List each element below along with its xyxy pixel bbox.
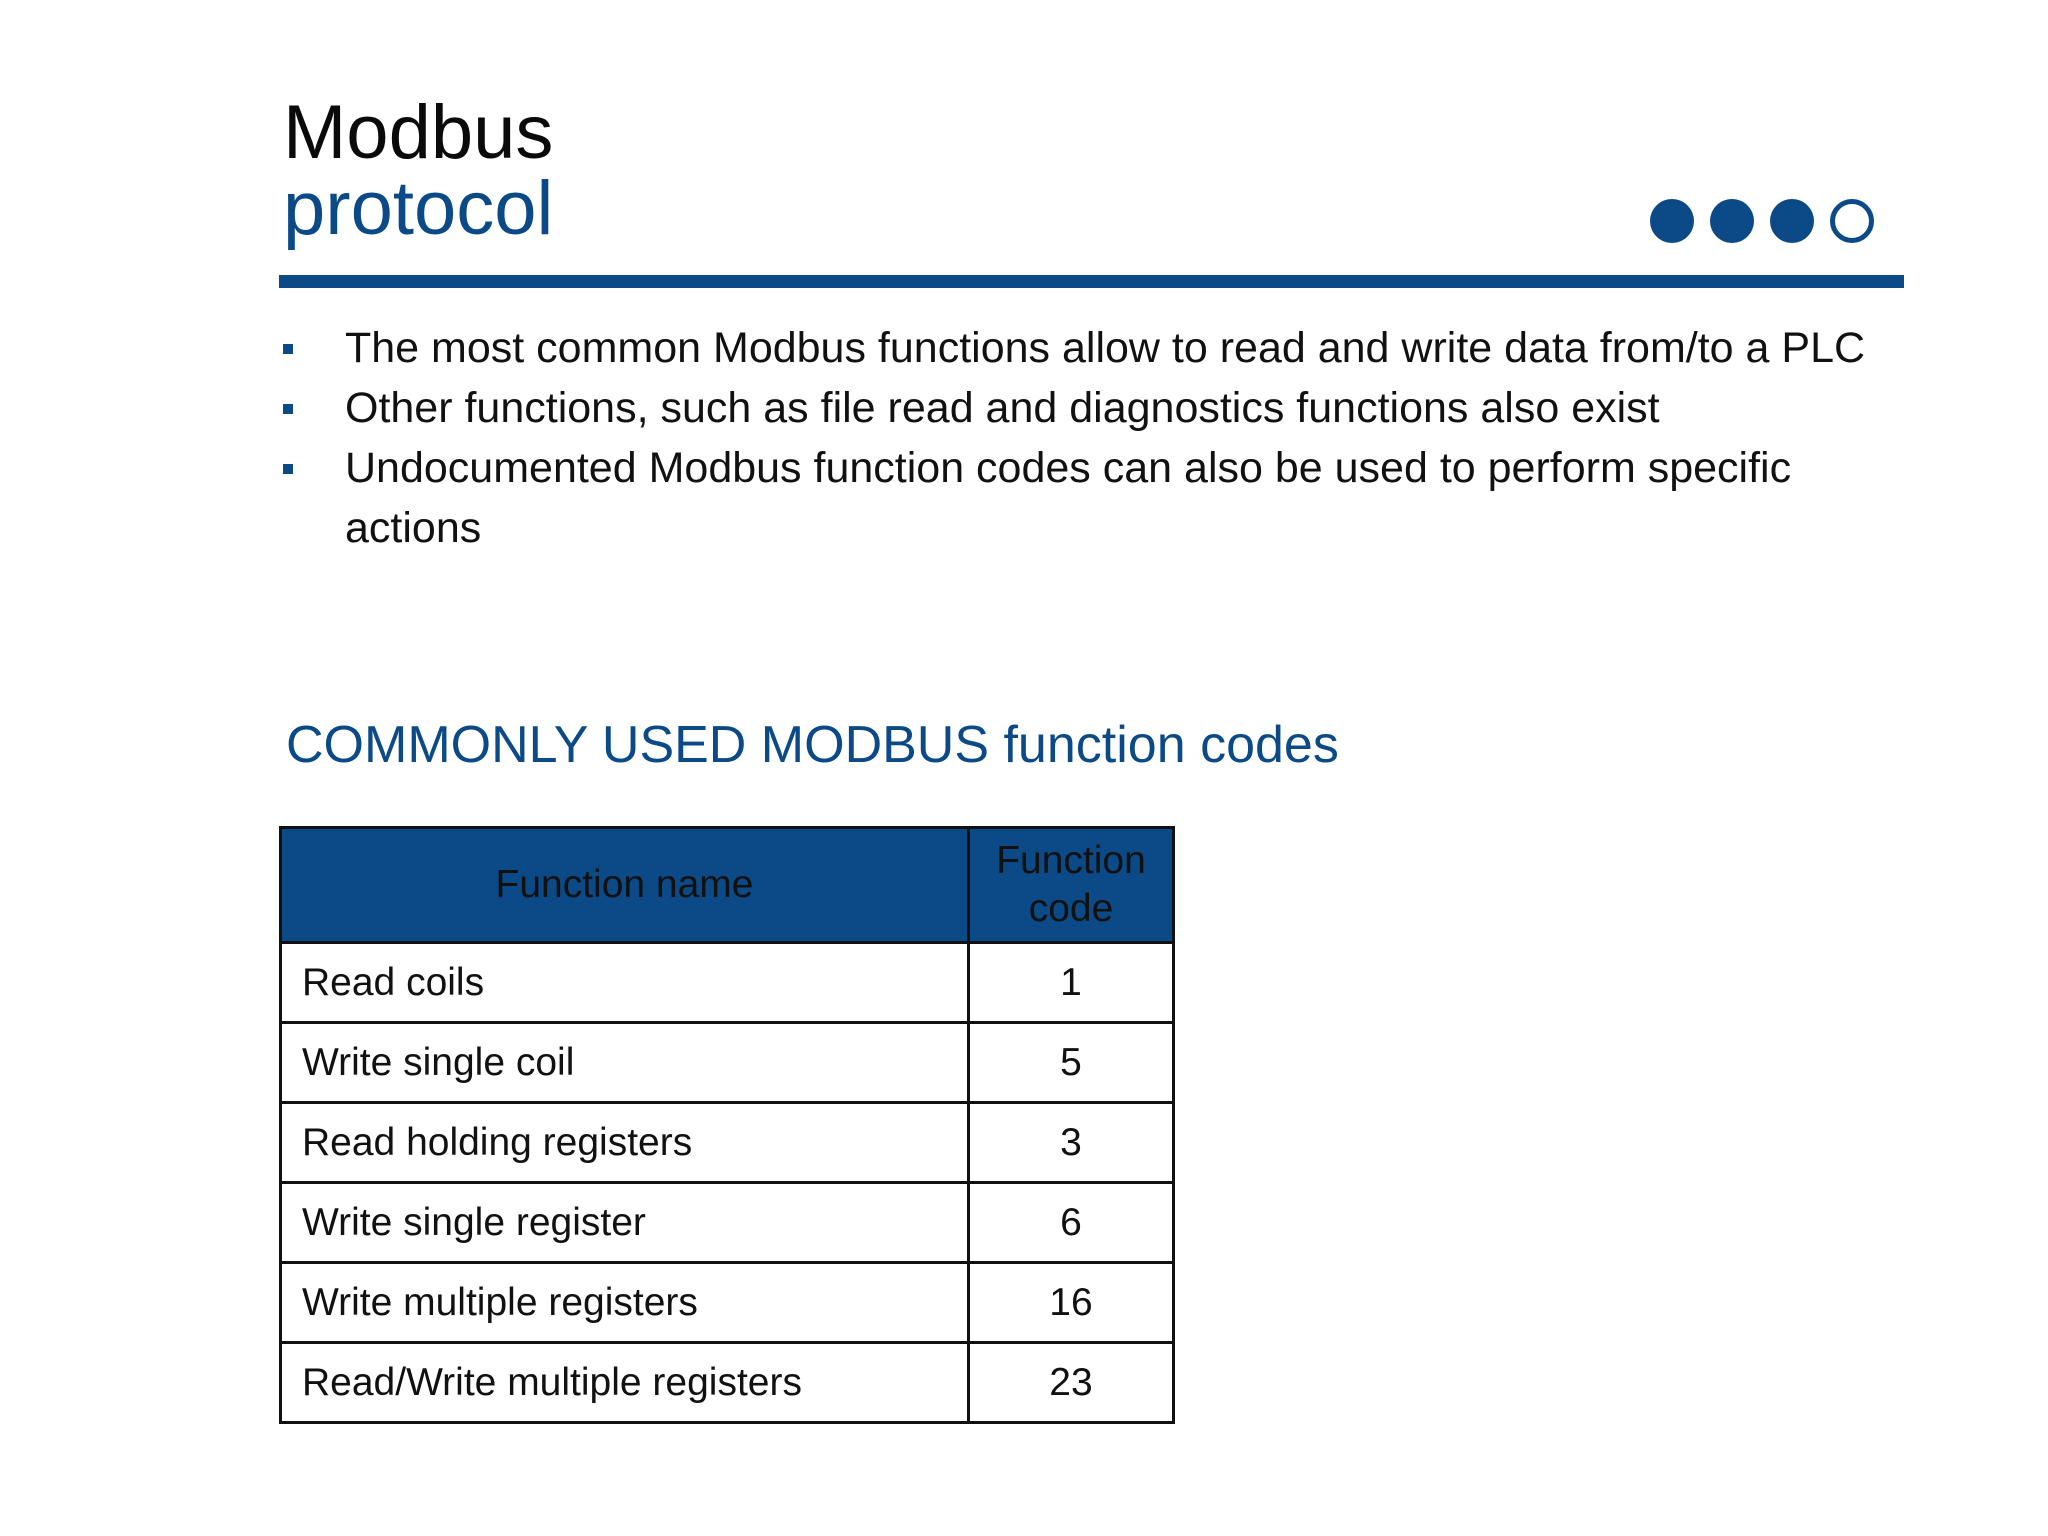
table-row: [281, 1343, 1174, 1423]
table-row: [281, 1263, 1174, 1343]
bullet-item: [279, 378, 1919, 438]
bullet-item: [279, 318, 1919, 378]
column-header-function-code: Function code: [969, 828, 1174, 943]
bullet-square-icon: [283, 464, 293, 474]
progress-dot-filled-icon: [1770, 199, 1814, 243]
table-row: [281, 943, 1174, 1023]
function-name-cell: Read holding registers: [281, 1103, 969, 1183]
bullet-item: [279, 438, 1919, 558]
table-row: [281, 1183, 1174, 1263]
function-name-cell: Write multiple registers: [281, 1263, 969, 1343]
progress-dot-empty-icon: [1830, 199, 1874, 243]
table-header-row: [281, 828, 1174, 943]
function-code-cell: 1: [969, 943, 1174, 1023]
bullet-text: Other functions, such as file read and diagnostics functions also exist: [345, 384, 1660, 432]
bullet-square-icon: [283, 344, 293, 354]
function-codes-table: [279, 826, 1175, 1424]
page-title-line2: protocol: [283, 166, 554, 251]
page-title-line1: Modbus: [283, 90, 554, 175]
bullet-text: Undocumented Modbus function codes can also be used to perform specific actions: [345, 444, 1792, 552]
function-code-cell: 23: [969, 1343, 1174, 1423]
column-header-function-name: Function name: [281, 828, 969, 943]
function-name-cell: Write single register: [281, 1183, 969, 1263]
progress-dot-filled-icon: [1710, 199, 1754, 243]
function-code-cell: 6: [969, 1183, 1174, 1263]
function-name-cell: Write single coil: [281, 1023, 969, 1103]
function-name-cell: Read coils: [281, 943, 969, 1023]
bullet-text: The most common Modbus functions allow to read and write data from/to a PLC: [345, 324, 1866, 372]
progress-dots: [1650, 199, 1874, 249]
table-heading: COMMONLY USED MODBUS function codes: [286, 716, 1339, 774]
title-divider: [279, 275, 1904, 288]
progress-dot-filled-icon: [1650, 199, 1694, 243]
function-code-cell: 5: [969, 1023, 1174, 1103]
table-row: [281, 1103, 1174, 1183]
bullet-square-icon: [283, 404, 293, 414]
bullet-list: [279, 318, 1919, 558]
table-row: [281, 1023, 1174, 1103]
function-name-cell: Read/Write multiple registers: [281, 1343, 969, 1423]
function-code-cell: 3: [969, 1103, 1174, 1183]
function-code-cell: 16: [969, 1263, 1174, 1343]
